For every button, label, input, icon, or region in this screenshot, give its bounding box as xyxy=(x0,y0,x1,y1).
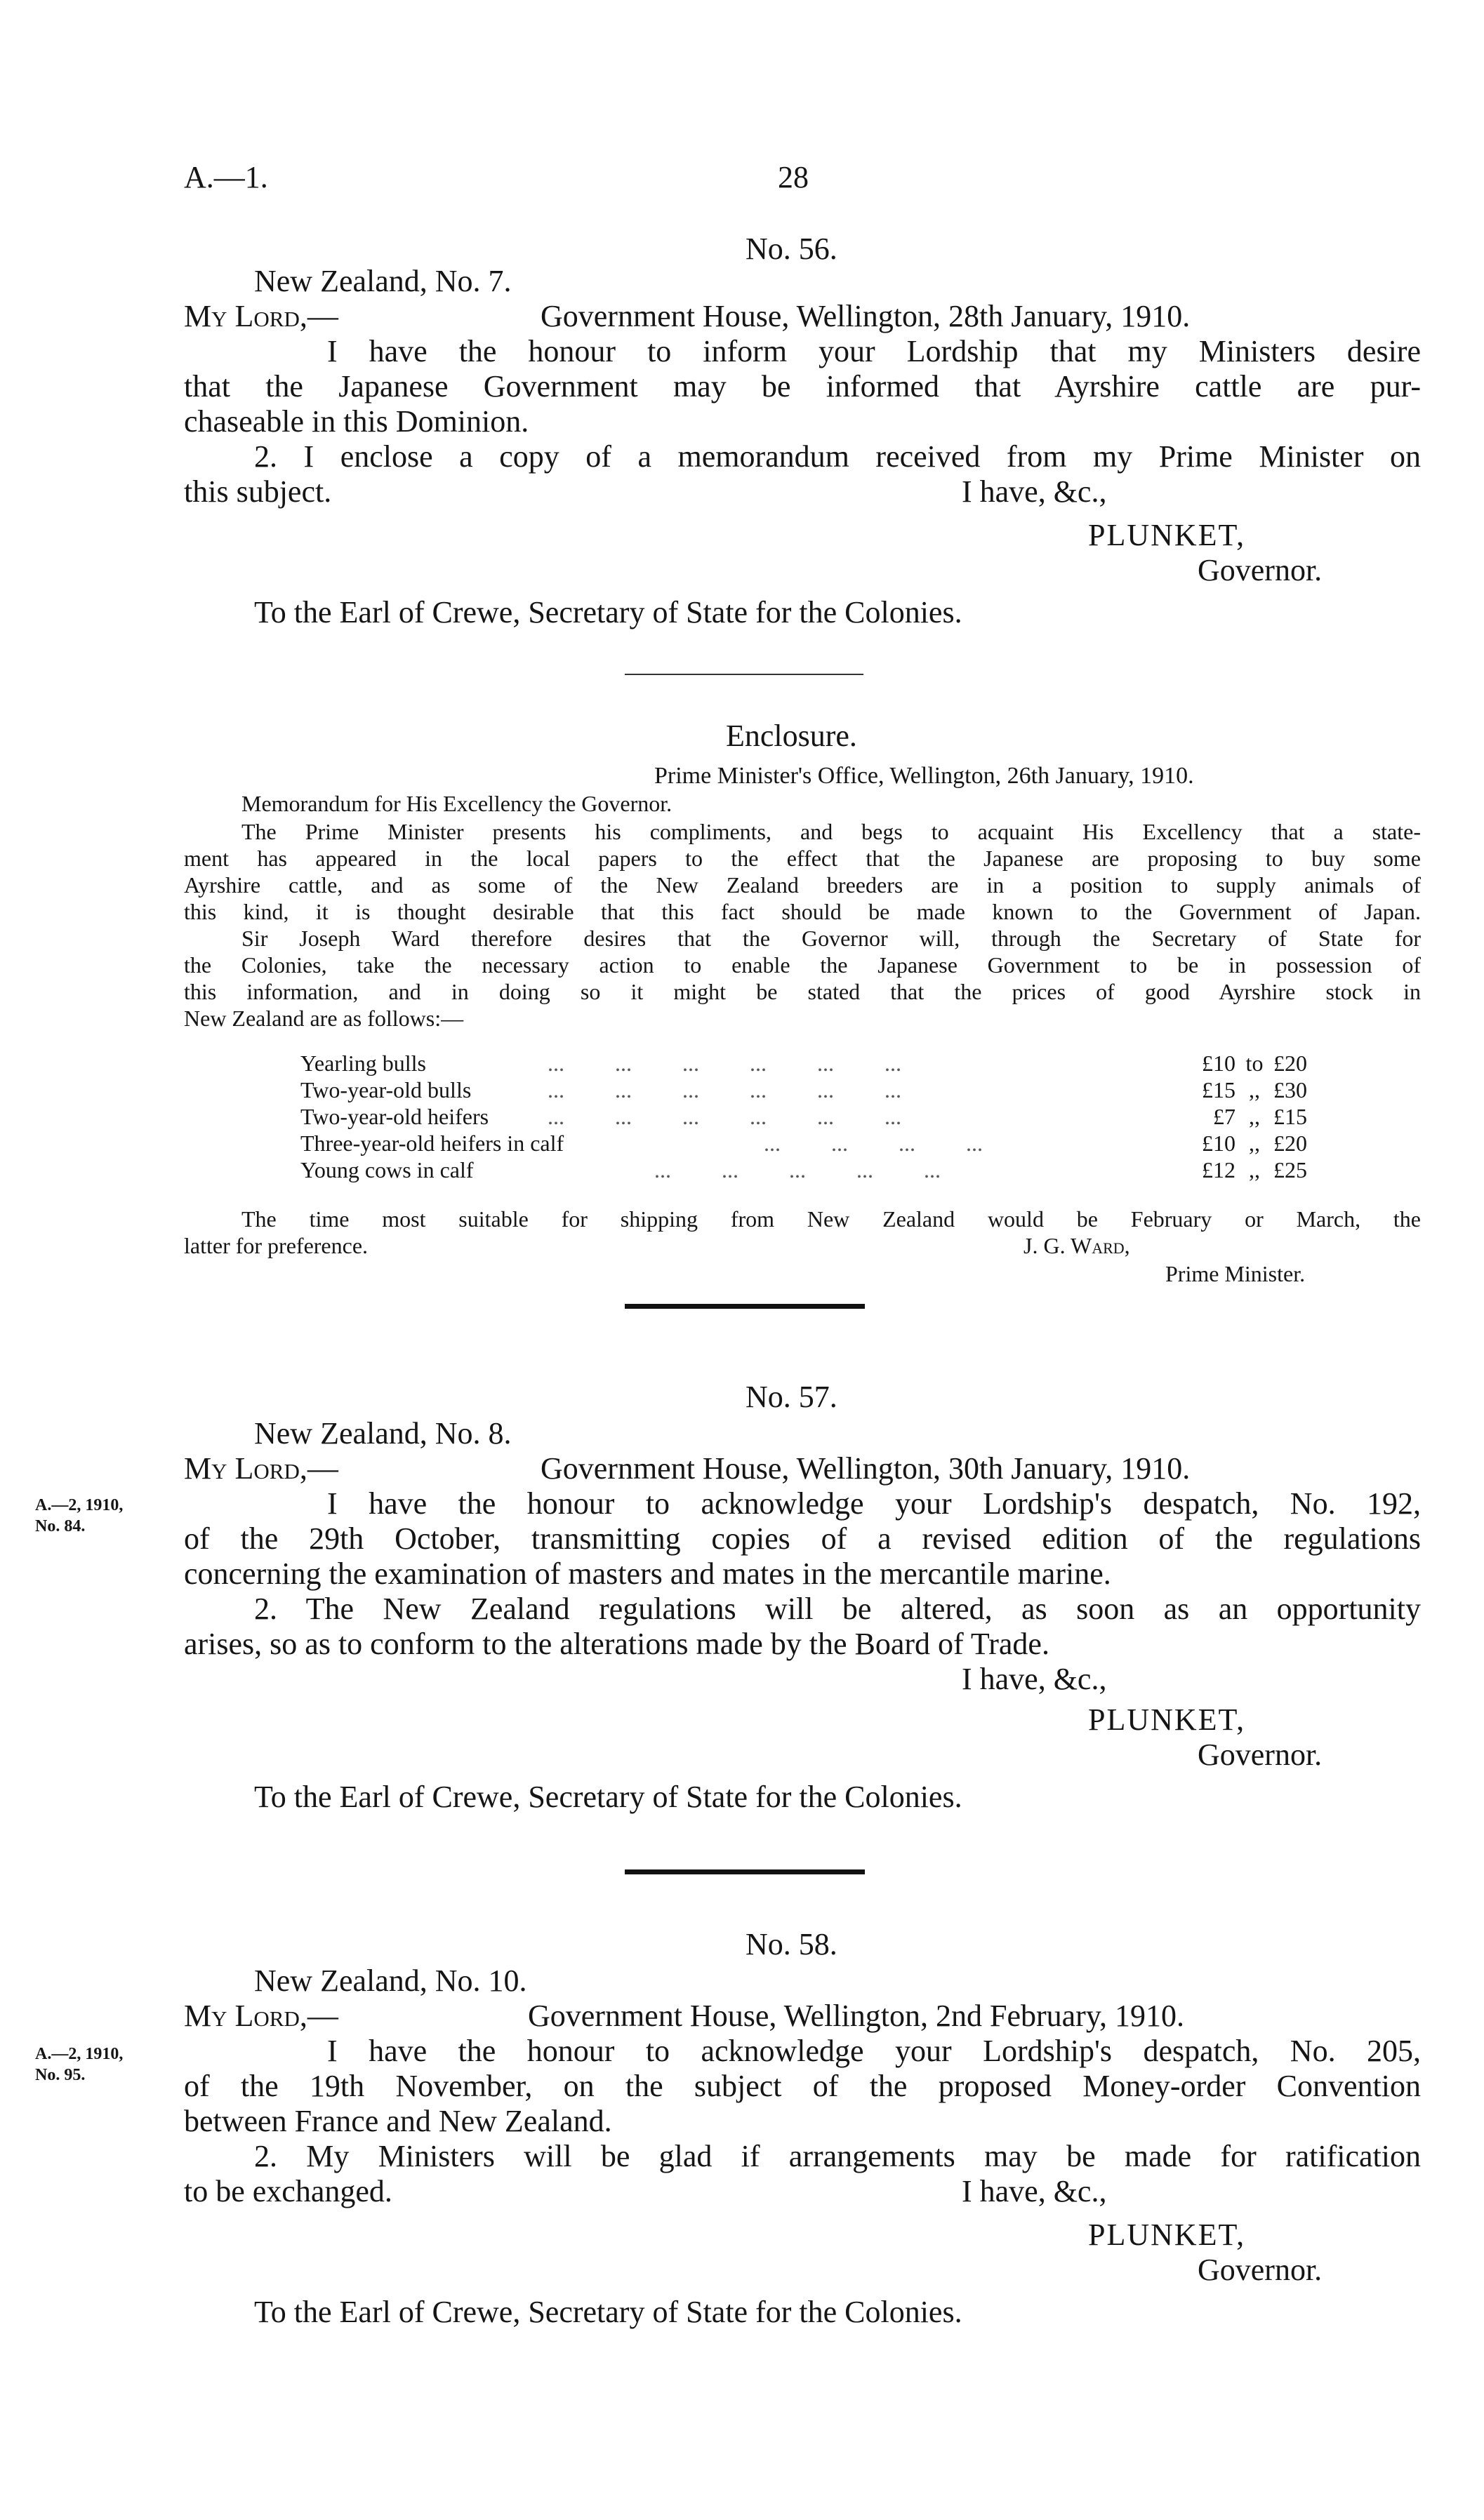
letter-57-from: New Zealand, No. 8. xyxy=(254,1416,512,1451)
leader-dots: ... ... ... ... ... ... xyxy=(548,1077,901,1102)
letter-58-from: New Zealand, No. 10. xyxy=(254,1964,527,1998)
letter-56-signature: PLUNKET, xyxy=(1088,518,1246,552)
price-sep: ,, xyxy=(1249,1131,1260,1156)
letter-56-p1-line2: that the Japanese Government may be informed that Ayrshire cattle are pur- xyxy=(184,369,1421,404)
price-sep: ,, xyxy=(1249,1077,1260,1102)
document-reference: A.—1. xyxy=(184,160,268,194)
letter-56-addressee: To the Earl of Crewe, Secretary of State for the Colonies. xyxy=(254,595,962,629)
price-item: Two-year-old bulls xyxy=(300,1077,472,1102)
price-item: Yearling bulls xyxy=(300,1051,426,1076)
price-high: £20 xyxy=(1273,1051,1307,1076)
price-high: £25 xyxy=(1273,1157,1307,1182)
enclosure-office: Prime Minister's Office, Wellington, 26th January, 1910. xyxy=(654,763,1194,789)
letter-56-p1-line1: I have the honour to inform your Lordship that my Ministers desire xyxy=(327,334,1421,368)
letter-57-address: Government House, Wellington, 30th January, 1910. xyxy=(541,1451,1191,1486)
enclosure-p3-line1: The time most suitable for shipping from New Zealand would be February or March, the xyxy=(241,1206,1421,1232)
letter-58-p2-line2: to be exchanged. xyxy=(184,2174,392,2208)
price-sep: ,, xyxy=(1249,1104,1260,1129)
price-low: £10 xyxy=(1202,1051,1235,1076)
letter-58-address: Government House, Wellington, 2nd February, 1910. xyxy=(528,1999,1184,2033)
letter-56-p2-line2: this subject. xyxy=(184,474,332,509)
divider xyxy=(625,1869,865,1874)
divider xyxy=(625,674,863,675)
price-sep: to xyxy=(1245,1051,1264,1076)
enclosure-p1-line1: The Prime Minister presents his compliments, and begs to acquaint His Excellency that a state- xyxy=(241,819,1421,844)
letter-56-title: Governor. xyxy=(1198,553,1323,587)
enclosure-p2-line3: this information, and in doing so it might be stated that the prices of good Ayrshire stock in xyxy=(184,979,1421,1004)
letter-57-closing: I have, &c., xyxy=(962,1662,1107,1696)
price-high: £30 xyxy=(1273,1077,1307,1102)
page-number: 28 xyxy=(778,160,809,194)
letter-58-number: No. 58. xyxy=(746,1927,837,1961)
letter-57-p2-line1: 2. The New Zealand regulations will be altered, as soon as an opportunity xyxy=(254,1592,1421,1626)
enclosure-p1-line2: ment has appeared in the local papers to the effect that the Japanese are proposing to buy some xyxy=(184,846,1421,871)
letter-57-number: No. 57. xyxy=(746,1380,837,1414)
price-sep: ,, xyxy=(1249,1157,1260,1182)
letter-56-address: Government House, Wellington, 28th January, 1910. xyxy=(541,299,1191,333)
letter-58-salutation: My Lord,— xyxy=(184,1999,338,2033)
letter-56-from: New Zealand, No. 7. xyxy=(254,264,512,298)
letter-57-p2-line2: arises, so as to conform to the alterations made by the Board of Trade. xyxy=(184,1627,1049,1661)
leader-dots: ... ... ... ... ... ... xyxy=(548,1104,901,1129)
enclosure-p2-line2: the Colonies, take the necessary action to enable the Japanese Government to be in possession of xyxy=(184,952,1421,978)
letter-57-p1-line1: I have the honour to acknowledge your Lordship's despatch, No. 192, xyxy=(327,1486,1421,1521)
price-low: £10 xyxy=(1202,1131,1235,1156)
enclosure-heading: Enclosure. xyxy=(726,719,857,753)
leader-dots: ... ... ... ... ... ... xyxy=(548,1051,901,1076)
price-item: Young cows in calf xyxy=(300,1157,474,1182)
letter-56-p2-line1: 2. I enclose a copy of a memorandum received from my Prime Minister on xyxy=(254,439,1421,474)
divider xyxy=(625,1304,865,1309)
letter-58-p1-line2: of the 19th November, on the subject of the proposed Money-order Convention xyxy=(184,2069,1421,2103)
letter-56-closing: I have, &c., xyxy=(962,474,1107,509)
price-low: £15 xyxy=(1202,1077,1235,1102)
enclosure-p2-line1: Sir Joseph Ward therefore desires that the Governor will, through the Secretary of State for xyxy=(241,926,1421,951)
enclosure-p1-line4: this kind, it is thought desirable that this fact should be made known to the Government of Japan. xyxy=(184,899,1421,924)
leader-dots: ... ... ... ... xyxy=(764,1131,983,1156)
letter-57-signature: PLUNKET, xyxy=(1088,1702,1246,1737)
margin-reference: No. 84. xyxy=(35,1517,86,1535)
enclosure-signature-title: Prime Minister. xyxy=(1165,1261,1306,1286)
letter-58-p1-line3: between France and New Zealand. xyxy=(184,2104,612,2138)
price-high: £20 xyxy=(1273,1131,1307,1156)
enclosure-p1-line3: Ayrshire cattle, and as some of the New Zealand breeders are in a position to supply animals of xyxy=(184,872,1421,898)
letter-57-p1-line3: concerning the examination of masters and mates in the mercantile marine. xyxy=(184,1556,1111,1591)
letter-57-title: Governor. xyxy=(1198,1738,1323,1772)
letter-58-addressee: To the Earl of Crewe, Secretary of State for the Colonies. xyxy=(254,2295,962,2329)
price-low: £7 xyxy=(1213,1104,1235,1129)
letter-58-p1-line1: I have the honour to acknowledge your Lordship's despatch, No. 205, xyxy=(327,2034,1421,2068)
enclosure-p2-line4: New Zealand are as follows:— xyxy=(184,1006,464,1031)
letter-58-closing: I have, &c., xyxy=(962,2174,1107,2208)
margin-reference: No. 95. xyxy=(35,2066,86,2084)
margin-reference: A.—2, 1910, xyxy=(35,2045,124,2063)
price-item: Three-year-old heifers in calf xyxy=(300,1131,564,1156)
price-high: £15 xyxy=(1273,1104,1307,1129)
letter-58-signature: PLUNKET, xyxy=(1088,2218,1246,2252)
letter-56-salutation: My Lord,— xyxy=(184,299,338,333)
leader-dots: ... ... ... ... ... xyxy=(654,1157,941,1182)
letter-56-number: No. 56. xyxy=(746,232,837,266)
enclosure-signature: J. G. Ward, xyxy=(1023,1233,1130,1258)
enclosure-p3-line2: latter for preference. xyxy=(184,1233,369,1258)
letter-57-salutation: My Lord,— xyxy=(184,1451,338,1486)
letter-58-p2-line1: 2. My Ministers will be glad if arrangements may be made for ratification xyxy=(254,2139,1421,2173)
letter-57-addressee: To the Earl of Crewe, Secretary of State for the Colonies. xyxy=(254,1780,962,1814)
letter-56-p1-line3: chaseable in this Dominion. xyxy=(184,404,529,439)
enclosure-memo-to: Memorandum for His Excellency the Governor. xyxy=(241,791,673,816)
price-item: Two-year-old heifers xyxy=(300,1104,489,1129)
letter-57-p1-line2: of the 29th October, transmitting copies of a revised edition of the regulations xyxy=(184,1521,1421,1556)
letter-58-title: Governor. xyxy=(1198,2253,1323,2287)
margin-reference: A.—2, 1910, xyxy=(35,1496,124,1514)
price-low: £12 xyxy=(1202,1157,1235,1182)
